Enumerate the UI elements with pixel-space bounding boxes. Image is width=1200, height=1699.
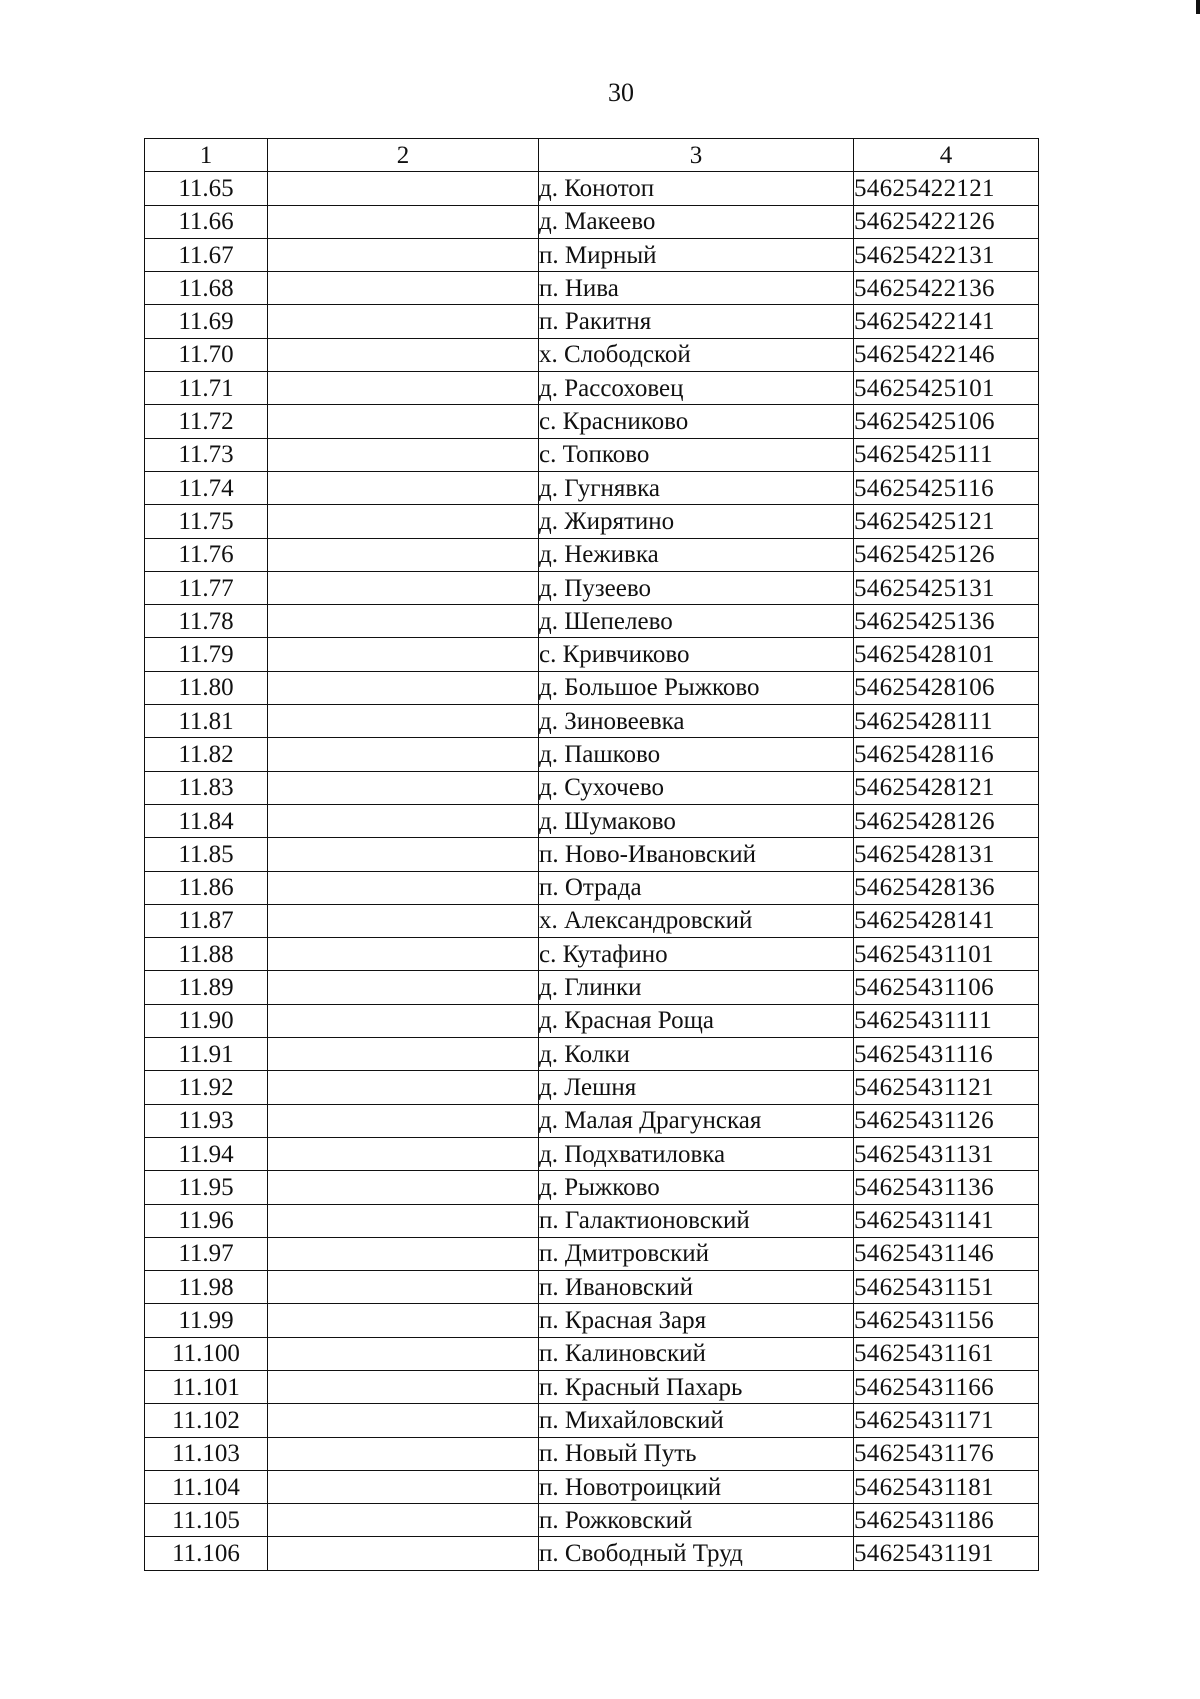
row-number-cell: 11.74 (145, 471, 268, 504)
table-row (145, 471, 1039, 504)
row-number-cell: 11.88 (145, 938, 268, 971)
column-2-cell (268, 471, 539, 504)
settlements-table (144, 138, 1039, 1571)
table-row (145, 238, 1039, 271)
table-row (145, 338, 1039, 371)
column-2-cell (268, 338, 539, 371)
okato-code-cell: 54625431126 (854, 1104, 1039, 1137)
column-2-cell (268, 372, 539, 405)
row-number-cell: 11.92 (145, 1071, 268, 1104)
settlement-name-cell: д. Неживка (539, 538, 854, 571)
column-2-cell (268, 1537, 539, 1570)
settlement-name-cell: п. Отрада (539, 871, 854, 904)
row-number-cell: 11.73 (145, 438, 268, 471)
table-row (145, 804, 1039, 837)
table-row (145, 1104, 1039, 1137)
settlement-name-cell: д. Пашково (539, 738, 854, 771)
column-2-cell (268, 1370, 539, 1403)
table-row (145, 1537, 1039, 1570)
row-number-cell: 11.67 (145, 238, 268, 271)
row-number-cell: 11.70 (145, 338, 268, 371)
column-2-cell (268, 1271, 539, 1304)
table-row (145, 305, 1039, 338)
settlement-name-cell: х. Александровский (539, 904, 854, 937)
settlement-name-cell: п. Ивановский (539, 1271, 854, 1304)
row-number-cell: 11.93 (145, 1104, 268, 1137)
table-row (145, 738, 1039, 771)
table-row (145, 505, 1039, 538)
okato-code-cell: 54625431176 (854, 1437, 1039, 1470)
okato-code-cell: 54625431151 (854, 1271, 1039, 1304)
row-number-cell: 11.81 (145, 705, 268, 738)
okato-code-cell: 54625431106 (854, 971, 1039, 1004)
settlement-name-cell: п. Калиновский (539, 1337, 854, 1370)
settlement-name-cell: п. Новый Путь (539, 1437, 854, 1470)
table-row (145, 438, 1039, 471)
okato-code-cell: 54625431141 (854, 1204, 1039, 1237)
row-number-cell: 11.69 (145, 305, 268, 338)
okato-code-cell: 54625428121 (854, 771, 1039, 804)
settlement-name-cell: д. Малая Драгунская (539, 1104, 854, 1137)
okato-code-cell: 54625431146 (854, 1237, 1039, 1270)
scan-edge-mark (1196, 0, 1200, 14)
table-row (145, 1171, 1039, 1204)
column-2-cell (268, 804, 539, 837)
table-row (145, 771, 1039, 804)
column-2-cell (268, 771, 539, 804)
table-row (145, 1237, 1039, 1270)
row-number-cell: 11.104 (145, 1470, 268, 1503)
column-2-cell (268, 871, 539, 904)
column-2-cell (268, 638, 539, 671)
row-number-cell: 11.82 (145, 738, 268, 771)
row-number-cell: 11.91 (145, 1038, 268, 1071)
okato-code-cell: 54625431131 (854, 1137, 1039, 1170)
table-row (145, 1337, 1039, 1370)
okato-code-cell: 54625431101 (854, 938, 1039, 971)
row-number-cell: 11.72 (145, 405, 268, 438)
table-row (145, 705, 1039, 738)
settlement-name-cell: с. Красниково (539, 405, 854, 438)
settlement-name-cell: д. Шумаково (539, 804, 854, 837)
row-number-cell: 11.85 (145, 838, 268, 871)
okato-code-cell: 54625428141 (854, 904, 1039, 937)
table-row (145, 1437, 1039, 1470)
table-row (145, 938, 1039, 971)
settlement-name-cell: д. Рыжково (539, 1171, 854, 1204)
row-number-cell: 11.105 (145, 1504, 268, 1537)
table-row (145, 1271, 1039, 1304)
table-row (145, 638, 1039, 671)
okato-code-cell: 54625425126 (854, 538, 1039, 571)
okato-code-cell: 54625431166 (854, 1370, 1039, 1403)
settlement-name-cell: д. Красная Роща (539, 1004, 854, 1037)
row-number-cell: 11.89 (145, 971, 268, 1004)
column-2-cell (268, 838, 539, 871)
row-number-cell: 11.90 (145, 1004, 268, 1037)
table-row (145, 1204, 1039, 1237)
settlement-name-cell: х. Слободской (539, 338, 854, 371)
settlement-name-cell: п. Галактионовский (539, 1204, 854, 1237)
settlement-name-cell: п. Мирный (539, 238, 854, 271)
column-2-cell (268, 571, 539, 604)
row-number-cell: 11.76 (145, 538, 268, 571)
column-2-cell (268, 438, 539, 471)
column-2-cell (268, 1071, 539, 1104)
column-2-cell (268, 272, 539, 305)
column-2-cell (268, 305, 539, 338)
row-number-cell: 11.99 (145, 1304, 268, 1337)
settlement-name-cell: с. Кутафино (539, 938, 854, 971)
table-row (145, 1137, 1039, 1170)
settlement-name-cell: п. Новотроицкий (539, 1470, 854, 1503)
row-number-cell: 11.106 (145, 1537, 268, 1570)
okato-code-cell: 54625425121 (854, 505, 1039, 538)
table-body (145, 172, 1039, 1570)
column-2-cell (268, 1304, 539, 1337)
okato-code-cell: 54625431181 (854, 1470, 1039, 1503)
column-2-cell (268, 1038, 539, 1071)
settlement-name-cell: д. Пузеево (539, 571, 854, 604)
column-2-cell (268, 705, 539, 738)
table-row (145, 272, 1039, 305)
column-2-cell (268, 1470, 539, 1503)
settlement-name-cell: д. Конотоп (539, 172, 854, 205)
okato-code-cell: 54625425116 (854, 471, 1039, 504)
table-row (145, 172, 1039, 205)
okato-code-cell: 54625428101 (854, 638, 1039, 671)
table-header-row (145, 139, 1039, 172)
row-number-cell: 11.96 (145, 1204, 268, 1237)
settlement-name-cell: п. Ново-Ивановский (539, 838, 854, 871)
column-2-cell (268, 538, 539, 571)
okato-code-cell: 54625431191 (854, 1537, 1039, 1570)
table-row (145, 871, 1039, 904)
settlement-name-cell: д. Макеево (539, 205, 854, 238)
table-row (145, 671, 1039, 704)
settlement-name-cell: п. Михайловский (539, 1404, 854, 1437)
table-row (145, 1304, 1039, 1337)
okato-code-cell: 54625428116 (854, 738, 1039, 771)
settlement-name-cell: с. Топково (539, 438, 854, 471)
column-2-cell (268, 505, 539, 538)
column-2-cell (268, 1171, 539, 1204)
table-row (145, 1004, 1039, 1037)
table-row (145, 1504, 1039, 1537)
okato-code-cell: 54625431116 (854, 1038, 1039, 1071)
column-header-4: 4 (854, 139, 1039, 172)
row-number-cell: 11.95 (145, 1171, 268, 1204)
okato-code-cell: 54625422126 (854, 205, 1039, 238)
page-number: 30 (608, 78, 634, 107)
row-number-cell: 11.84 (145, 804, 268, 837)
settlement-name-cell: п. Красная Заря (539, 1304, 854, 1337)
table-row (145, 1404, 1039, 1437)
okato-code-cell: 54625431111 (854, 1004, 1039, 1037)
okato-code-cell: 54625425136 (854, 605, 1039, 638)
okato-code-cell: 54625425106 (854, 405, 1039, 438)
row-number-cell: 11.78 (145, 605, 268, 638)
settlement-name-cell: п. Красный Пахарь (539, 1370, 854, 1403)
okato-code-cell: 54625431186 (854, 1504, 1039, 1537)
row-number-cell: 11.79 (145, 638, 268, 671)
okato-code-cell: 54625431171 (854, 1404, 1039, 1437)
settlement-name-cell: п. Рожковский (539, 1504, 854, 1537)
row-number-cell: 11.101 (145, 1370, 268, 1403)
settlement-name-cell: п. Дмитровский (539, 1237, 854, 1270)
settlement-name-cell: д. Колки (539, 1038, 854, 1071)
okato-code-cell: 54625428126 (854, 804, 1039, 837)
okato-code-cell: 54625431121 (854, 1071, 1039, 1104)
okato-code-cell: 54625422121 (854, 172, 1039, 205)
settlement-name-cell: с. Кривчиково (539, 638, 854, 671)
settlement-name-cell: д. Подхватиловка (539, 1137, 854, 1170)
table-row (145, 838, 1039, 871)
column-header-2: 2 (268, 139, 539, 172)
okato-code-cell: 54625425111 (854, 438, 1039, 471)
okato-code-cell: 54625431161 (854, 1337, 1039, 1370)
table-row (145, 1071, 1039, 1104)
table-row (145, 205, 1039, 238)
table-row (145, 605, 1039, 638)
okato-code-cell: 54625425131 (854, 571, 1039, 604)
column-2-cell (268, 172, 539, 205)
column-2-cell (268, 605, 539, 638)
column-header-1: 1 (145, 139, 268, 172)
column-2-cell (268, 1104, 539, 1137)
settlement-name-cell: д. Глинки (539, 971, 854, 1004)
column-header-3: 3 (539, 139, 854, 172)
column-2-cell (268, 405, 539, 438)
row-number-cell: 11.80 (145, 671, 268, 704)
column-2-cell (268, 938, 539, 971)
column-2-cell (268, 1504, 539, 1537)
okato-code-cell: 54625431156 (854, 1304, 1039, 1337)
table-row (145, 372, 1039, 405)
okato-code-cell: 54625422146 (854, 338, 1039, 371)
table-row (145, 904, 1039, 937)
column-2-cell (268, 1204, 539, 1237)
column-2-cell (268, 738, 539, 771)
settlement-name-cell: д. Большое Рыжково (539, 671, 854, 704)
column-2-cell (268, 1437, 539, 1470)
column-2-cell (268, 1337, 539, 1370)
column-2-cell (268, 1004, 539, 1037)
settlement-name-cell: п. Свободный Труд (539, 1537, 854, 1570)
table-row (145, 1470, 1039, 1503)
settlement-name-cell: п. Ракитня (539, 305, 854, 338)
okato-code-cell: 54625428111 (854, 705, 1039, 738)
column-2-cell (268, 238, 539, 271)
settlement-name-cell: д. Жирятино (539, 505, 854, 538)
row-number-cell: 11.65 (145, 172, 268, 205)
table-row (145, 405, 1039, 438)
row-number-cell: 11.100 (145, 1337, 268, 1370)
row-number-cell: 11.97 (145, 1237, 268, 1270)
row-number-cell: 11.94 (145, 1137, 268, 1170)
settlement-name-cell: п. Нива (539, 272, 854, 305)
okato-code-cell: 54625422136 (854, 272, 1039, 305)
row-number-cell: 11.71 (145, 372, 268, 405)
settlement-name-cell: д. Рассоховец (539, 372, 854, 405)
table-row (145, 571, 1039, 604)
settlement-name-cell: д. Шепелево (539, 605, 854, 638)
column-2-cell (268, 1404, 539, 1437)
settlement-name-cell: д. Лешня (539, 1071, 854, 1104)
row-number-cell: 11.103 (145, 1437, 268, 1470)
column-2-cell (268, 904, 539, 937)
settlement-name-cell: д. Гугнявка (539, 471, 854, 504)
okato-code-cell: 54625425101 (854, 372, 1039, 405)
column-2-cell (268, 971, 539, 1004)
row-number-cell: 11.66 (145, 205, 268, 238)
row-number-cell: 11.87 (145, 904, 268, 937)
settlement-name-cell: д. Зиновеевка (539, 705, 854, 738)
row-number-cell: 11.102 (145, 1404, 268, 1437)
column-2-cell (268, 1137, 539, 1170)
okato-code-cell: 54625431136 (854, 1171, 1039, 1204)
okato-code-cell: 54625422141 (854, 305, 1039, 338)
row-number-cell: 11.68 (145, 272, 268, 305)
column-2-cell (268, 205, 539, 238)
okato-code-cell: 54625428136 (854, 871, 1039, 904)
row-number-cell: 11.86 (145, 871, 268, 904)
table-row (145, 971, 1039, 1004)
settlement-name-cell: д. Сухочево (539, 771, 854, 804)
row-number-cell: 11.83 (145, 771, 268, 804)
row-number-cell: 11.98 (145, 1271, 268, 1304)
row-number-cell: 11.75 (145, 505, 268, 538)
column-2-cell (268, 1237, 539, 1270)
okato-code-cell: 54625428131 (854, 838, 1039, 871)
column-2-cell (268, 671, 539, 704)
table-row (145, 1370, 1039, 1403)
okato-code-cell: 54625422131 (854, 238, 1039, 271)
row-number-cell: 11.77 (145, 571, 268, 604)
table-row (145, 1038, 1039, 1071)
table-row (145, 538, 1039, 571)
okato-code-cell: 54625428106 (854, 671, 1039, 704)
